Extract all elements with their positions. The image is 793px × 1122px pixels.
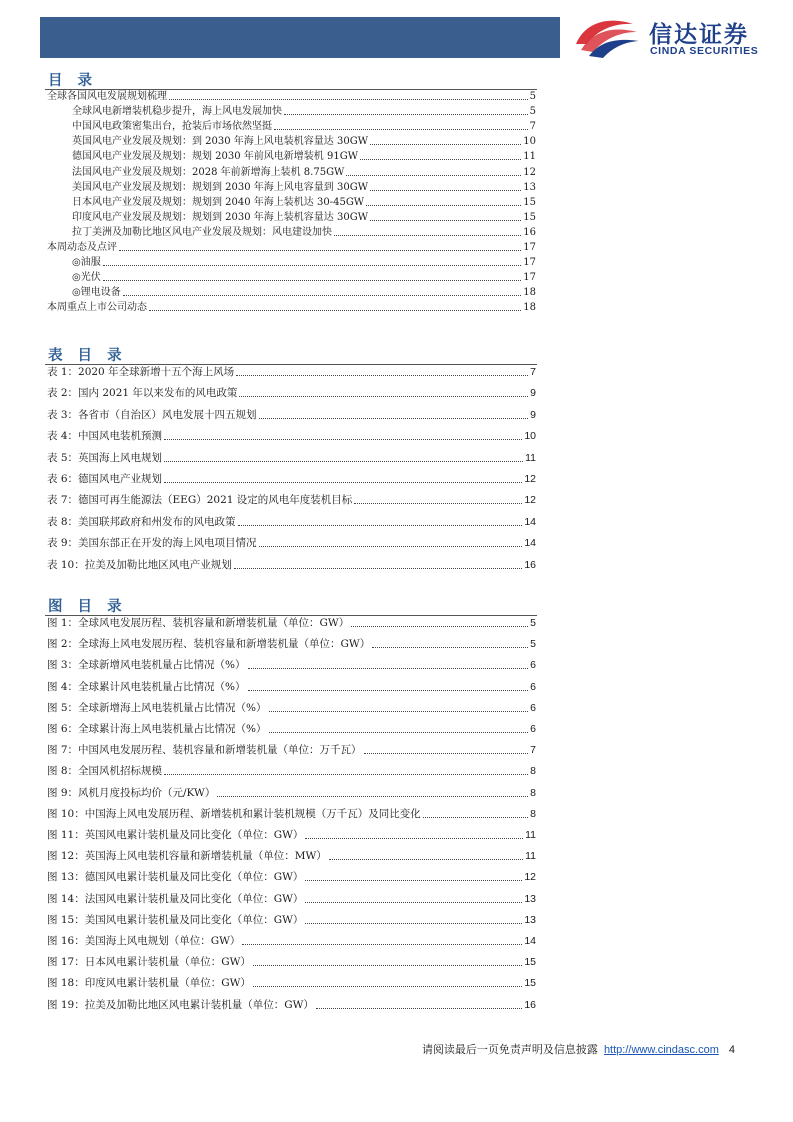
dot-leader <box>370 190 521 191</box>
figure-list-entry-page: 7 <box>530 744 536 757</box>
toc-entry-label: 中国风电政策密集出台，抢装后市场依然坚挺 <box>72 121 272 133</box>
figure-list-entry[interactable] <box>47 765 536 778</box>
table-list-entry-label: 表 5：英国海上风电规划 <box>47 451 163 464</box>
dot-leader <box>239 396 528 397</box>
logo-english-name: CINDA SECURITIES <box>650 45 759 57</box>
table-list-entry-label: 表 3：各省市（自治区）风电发展十四五规划 <box>47 408 257 421</box>
figure-list-entry-label: 图 1：全球风电发展历程、装机容量和新增装机量（单位：GW） <box>47 617 350 629</box>
dot-leader <box>274 129 528 130</box>
toc-entry-page: 13 <box>523 181 536 193</box>
cinda-logo-emblem-icon <box>573 14 643 60</box>
figure-list-entry[interactable] <box>47 681 536 694</box>
toc-entry[interactable] <box>72 212 536 224</box>
dot-leader <box>123 295 522 296</box>
toc-title-rule <box>45 89 537 90</box>
toc-entry-label: 本周动态及点评 <box>47 242 117 253</box>
table-list-entry-label: 表 9：美国东部正在开发的海上风电项目情况 <box>47 537 257 550</box>
toc-entry[interactable] <box>72 272 536 284</box>
dot-leader <box>164 774 528 775</box>
table-list-entry-page: 10 <box>524 430 536 443</box>
figure-list-entry-page: 6 <box>530 659 536 672</box>
toc-entry[interactable] <box>72 227 536 239</box>
dot-leader <box>248 668 529 669</box>
toc-entry[interactable] <box>72 121 536 133</box>
table-list-entry[interactable] <box>47 452 536 465</box>
figure-list-entry[interactable] <box>47 850 536 863</box>
dot-leader <box>238 525 523 526</box>
dot-leader <box>372 647 528 648</box>
dot-leader <box>242 944 522 945</box>
table-list-entry[interactable] <box>47 366 536 379</box>
figure-list-entry-page: 8 <box>530 765 536 778</box>
toc-entry[interactable] <box>47 302 536 314</box>
header-bar <box>40 17 560 58</box>
toc-entry-page: 17 <box>523 257 536 269</box>
table-list-entry-page: 12 <box>524 494 536 507</box>
figure-list-entry[interactable] <box>47 956 536 969</box>
figure-list-entry[interactable] <box>47 914 536 927</box>
figure-list-entry[interactable] <box>47 871 536 884</box>
figure-list-entry-label: 图 8：全国风机招标规模 <box>47 765 163 778</box>
toc-entry-page: 18 <box>523 287 536 299</box>
toc-entry-label: 印度风电产业发展及规划：规划到 2030 年海上装机容量达 30GW <box>72 211 368 223</box>
table-list-entry-page: 14 <box>524 537 536 550</box>
figure-list-entry[interactable] <box>47 977 536 990</box>
dot-leader <box>354 503 522 504</box>
table-list-entry-page: 12 <box>524 473 536 485</box>
figure-list-entry-label: 图 16：美国海上风电规划（单位：GW） <box>47 935 241 947</box>
toc-entry-label: ◎油服 <box>72 257 101 269</box>
figure-list-entry-page: 14 <box>524 935 536 947</box>
dot-leader <box>103 280 522 281</box>
dot-leader <box>164 461 523 462</box>
toc-entry-label: ◎光伏 <box>72 272 101 284</box>
dot-leader <box>305 880 522 881</box>
toc-entry-label: 本周重点上市公司动态 <box>47 302 147 314</box>
figure-list-entry-label: 图 9：风机月度投标均价（元/KW） <box>47 786 216 799</box>
figure-list-entry-label: 图 3：全球新增风电装机量占比情况（%） <box>47 659 246 672</box>
dot-leader <box>119 250 521 251</box>
toc-entry[interactable] <box>47 91 536 103</box>
table-list-entry-label: 表 4：中国风电装机预测 <box>47 430 163 443</box>
toc-entry-page: 12 <box>523 166 536 178</box>
dot-leader <box>164 439 522 440</box>
toc-entry-label: ◎锂电设备 <box>72 287 121 299</box>
toc-entry-label: 日本风电产业发展及规划：规划到 2040 年海上装机达 30-45GW <box>72 196 365 208</box>
figure-list-entry-page: 15 <box>524 956 536 969</box>
toc-entry-page: 15 <box>523 211 536 223</box>
dot-leader <box>316 1008 522 1009</box>
toc-entry-page: 17 <box>523 272 536 284</box>
figure-list-entry-label: 图 7：中国风电发展历程、装机容量和新增装机量（单位：万千瓦） <box>47 744 362 757</box>
figure-list-entry[interactable] <box>47 659 536 672</box>
table-list-entry[interactable] <box>47 559 536 572</box>
cinda-logo <box>573 14 768 60</box>
footer-disclaimer: 请阅读最后一页免责声明及信息披露 <box>421 1043 598 1056</box>
dot-leader <box>351 626 528 627</box>
figure-list-entry-page: 5 <box>530 617 536 629</box>
toc-title: 目 录 <box>48 72 98 89</box>
dot-leader <box>253 986 522 987</box>
figure-list-entry-label: 图 11：英国风电累计装机量及同比变化（单位：GW） <box>47 829 304 841</box>
logo-chinese-name: 信达证券 <box>649 22 749 48</box>
figure-list-entry-label: 图 12：英国海上风电装机容量和新增装机量（单位：MW） <box>47 850 327 863</box>
figure-list-entry-page: 16 <box>524 998 536 1011</box>
figure-list-entry[interactable] <box>47 744 536 757</box>
dot-leader <box>360 159 521 160</box>
figure-list-entry-label: 图 14：法国风电累计装机量及同比变化（单位：GW） <box>47 892 304 905</box>
toc-entry[interactable] <box>72 151 536 163</box>
table-list-entry-page: 14 <box>524 515 536 528</box>
figure-list-entry[interactable] <box>47 893 536 906</box>
tables-title-rule <box>45 364 537 365</box>
toc-entry[interactable] <box>72 106 536 118</box>
dot-leader <box>259 418 529 419</box>
dot-leader <box>234 568 523 569</box>
figure-list-entry[interactable] <box>47 808 536 821</box>
dot-leader <box>259 546 523 547</box>
figure-list-entry-page: 11 <box>525 850 536 863</box>
table-list-entry[interactable] <box>47 409 536 422</box>
dot-leader <box>103 265 522 266</box>
figure-list-entry[interactable] <box>47 702 536 715</box>
dot-leader <box>346 175 521 176</box>
toc-entry-page: 17 <box>523 242 536 253</box>
table-list-entry-page: 9 <box>530 387 536 400</box>
figure-list-entry[interactable] <box>47 638 536 651</box>
table-list-entry-label: 表 2：国内 2021 年以来发布的风电政策 <box>47 387 238 400</box>
figure-list-entry[interactable] <box>47 787 536 800</box>
table-list-entry[interactable] <box>47 537 536 550</box>
toc-entry[interactable] <box>72 287 536 299</box>
dot-leader <box>248 690 529 691</box>
figure-list-entry-label: 图 15：美国风电累计装机量及同比变化（单位：GW） <box>47 913 304 926</box>
table-list-entry[interactable] <box>47 473 536 486</box>
dot-leader <box>423 817 528 818</box>
table-list-entry[interactable] <box>47 430 536 443</box>
toc-entry[interactable] <box>72 182 536 194</box>
footer-website-link[interactable]: http://www.cindasc.com <box>603 1044 719 1056</box>
figures-title: 图 目 录 <box>48 598 127 615</box>
figure-list-entry-page: 6 <box>530 680 536 693</box>
toc-entry-page: 5 <box>529 91 536 102</box>
figure-list-entry-label: 图 5：全球新增海上风电装机量占比情况（%） <box>47 701 267 714</box>
footer <box>422 1041 735 1057</box>
dot-leader <box>253 965 522 966</box>
figure-list-entry-page: 13 <box>524 913 536 926</box>
table-list-entry[interactable] <box>47 494 536 507</box>
figure-list-entry[interactable] <box>47 723 536 736</box>
toc-entry-page: 5 <box>529 106 536 118</box>
table-list-entry-label: 表 7：德国可再生能源法（EEG）2021 设定的风电年度装机目标 <box>47 494 353 507</box>
figure-list-entry[interactable] <box>47 617 536 630</box>
toc-entry[interactable] <box>72 197 536 209</box>
figure-list-entry-page: 6 <box>530 701 536 714</box>
toc-entry-label: 全球风电新增装机稳步提升，海上风电发展加快 <box>72 106 282 118</box>
figure-list-entry[interactable] <box>47 829 536 842</box>
dot-leader <box>370 144 521 145</box>
tables-title: 表 目 录 <box>48 347 127 364</box>
figure-list-entry-page: 12 <box>524 871 536 884</box>
figure-list-entry-page: 15 <box>524 977 536 990</box>
dot-leader <box>164 482 522 483</box>
table-list-entry[interactable] <box>47 387 536 400</box>
table-list-entry-label: 表 8：美国联邦政府和州发布的风电政策 <box>47 515 236 528</box>
toc-entry-page: 11 <box>523 151 536 163</box>
figure-list-entry-label: 图 4：全球累计风电装机量占比情况（%） <box>47 680 246 693</box>
table-list-entry-page: 11 <box>525 451 536 464</box>
toc-entry-label: 英国风电产业发展及规划：到 2030 年海上风电装机容量达 30GW <box>72 136 368 148</box>
table-list-entry-page: 16 <box>524 558 536 571</box>
page-number: 4 <box>728 1044 735 1056</box>
toc-entry-page: 15 <box>523 196 536 208</box>
toc-entry-label: 拉丁美洲及加勒比地区风电产业发展及规划：风电建设加快 <box>72 226 332 238</box>
figure-list-entry-label: 图 13：德国风电累计装机量及同比变化（单位：GW） <box>47 871 304 884</box>
figure-list-entry-page: 5 <box>530 638 536 651</box>
toc-entry-label: 美国风电产业发展及规划：规划到 2030 年海上风电容量到 30GW <box>72 181 368 193</box>
dot-leader <box>169 99 528 100</box>
figure-list-entry-label: 图 2：全球海上风电发展历程、装机容量和新增装机量（单位：GW） <box>47 638 371 651</box>
figure-list-entry-label: 图 17：日本风电累计装机量（单位：GW） <box>47 956 251 969</box>
figure-list-entry-page: 8 <box>530 807 536 820</box>
dot-leader <box>269 711 529 712</box>
dot-leader <box>305 923 522 924</box>
figure-list-entry-page: 6 <box>530 723 536 735</box>
toc-entry-page: 16 <box>523 226 536 238</box>
figure-list-entry-label: 图 19：拉美及加勒比地区风电累计装机量（单位：GW） <box>47 998 314 1011</box>
table-list-entry[interactable] <box>47 516 536 529</box>
toc-entry[interactable] <box>72 257 536 269</box>
dot-leader <box>364 753 529 754</box>
figure-list-entry[interactable] <box>47 935 536 948</box>
dot-leader <box>370 220 521 221</box>
toc-entry[interactable] <box>47 242 536 254</box>
dot-leader <box>284 114 528 115</box>
toc-entry-page: 18 <box>523 302 536 314</box>
table-list-entry-label: 表 6：德国风电产业规划 <box>47 473 163 485</box>
dot-leader <box>334 235 521 236</box>
table-list-entry-label: 表 1：2020 年全球新增十五个海上风场 <box>47 366 235 378</box>
toc-entry-page: 7 <box>529 121 536 133</box>
toc-entry-label: 全球各国风电发展规划梳理 <box>47 91 167 102</box>
table-list-entry-page: 7 <box>530 366 536 378</box>
figure-list-entry-page: 11 <box>525 829 536 841</box>
dot-leader <box>149 310 521 311</box>
figure-list-entry-label: 图 10：中国海上风电发展历程、新增装机和累计装机规模（万千瓦）及同比变化 <box>47 807 421 820</box>
toc-entry-label: 德国风电产业发展及规划：规划 2030 年前风电新增装机 91GW <box>72 151 358 163</box>
toc-entry[interactable] <box>72 167 536 179</box>
table-list-entry-page: 9 <box>530 408 536 421</box>
dot-leader <box>269 732 529 733</box>
dot-leader <box>217 796 528 797</box>
toc-entry-label: 法国风电产业发展及规划：2028 年前新增海上装机 8.75GW <box>72 166 345 178</box>
figure-list-entry[interactable] <box>47 999 536 1012</box>
figure-list-entry-page: 8 <box>530 786 536 799</box>
dot-leader <box>305 838 523 839</box>
toc-entry[interactable] <box>72 136 536 148</box>
dot-leader <box>305 902 522 903</box>
figures-title-rule <box>45 615 537 616</box>
figure-list-entry-label: 图 6：全球累计海上风电装机量占比情况（%） <box>47 723 267 735</box>
figure-list-entry-label: 图 18：印度风电累计装机量（单位：GW） <box>47 977 251 990</box>
toc-entry-page: 10 <box>523 136 536 148</box>
figure-list-entry-page: 13 <box>524 892 536 905</box>
dot-leader <box>366 205 521 206</box>
dot-leader <box>236 375 528 376</box>
dot-leader <box>329 859 523 860</box>
table-list-entry-label: 表 10：拉美及加勒比地区风电产业规划 <box>47 558 232 571</box>
